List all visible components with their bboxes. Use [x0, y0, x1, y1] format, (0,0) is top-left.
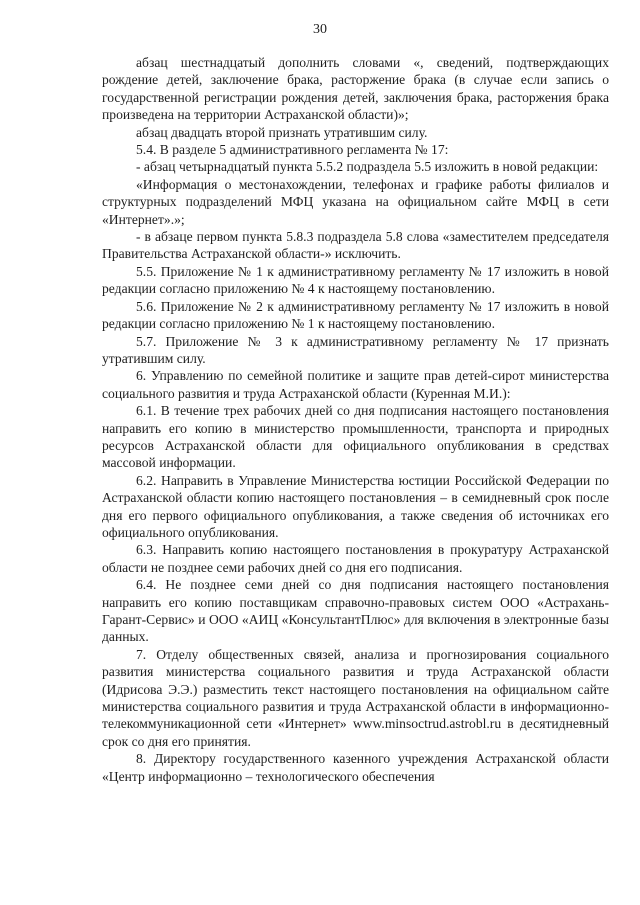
paragraph: 5.7. Приложение № 3 к административному регламенту № 17 признать утратившим силу.: [102, 333, 609, 366]
page-number: 30: [313, 22, 327, 37]
paragraph: 6.1. В течение трех рабочих дней со дня подписания настоящего постановления направить его копию в министерство промышленности, транспорта и природных ресурсов Астраханской области для официального опубликования в средствах массовой информации.: [102, 403, 609, 471]
paragraph: 6. Управлению по семейной политике и защите прав детей-сирот министерства социального развития и труда Астраханской области (Куренная М.И.):: [102, 368, 609, 401]
paragraph: 7. Отделу общественных связей, анализа и прогнозирования социального развития министерства социального развития и труда Астраханской области (Идрисова Э.Э.) разместить текст настоящего постановления на официальном сайте министерства социального развития и труда Астраханской области в информационно-телекоммуникационной сети «Интернет» www.minsoctrud.astrobl.ru в десятидневный срок со дня его принятия.: [102, 646, 609, 749]
paragraph: абзац двадцать второй признать утратившим силу.: [136, 124, 428, 140]
paragraph: абзац шестнадцатый дополнить словами «, сведений, подтверждающих рождение детей, заключение брака, расторжение брака (в случае если запись о государственной регистрации рождения детей, заключения брака, расторжения брака произведена на территории Астраханской области)»;: [102, 55, 609, 123]
paragraph: 6.2. Направить в Управление Министерства юстиции Российской Федерации по Астраханской области копию настоящего постановления – в семидневный срок после дня его первого официального опубликования, а также сведения об источниках его официального опубликования.: [102, 472, 609, 540]
paragraph: 5.4. В разделе 5 административного регламента № 17:: [136, 142, 449, 158]
paragraph: 5.5. Приложение № 1 к административному регламенту № 17 изложить в новой редакции согласно приложению № 4 к настоящему постановлению.: [102, 263, 609, 297]
paragraph: - в абзаце первом пункта 5.8.3 подраздела 5.8 слова «заместителем председателя Правительства Астраханской области-» исключить.: [102, 229, 609, 262]
paragraph: «Информация о местонахождении, телефонах и графике работы филиалов и структурных подразделений МФЦ указана на официальном сайте МФЦ в сети «Интернет».»;: [102, 176, 609, 227]
paragraph: 6.3. Направить копию настоящего постановления в прокуратуру Астраханской области не позднее семи рабочих дней со дня его подписания.: [102, 542, 609, 575]
paragraph: 5.6. Приложение № 2 к административному регламенту № 17 изложить в новой редакции согласно приложению № 1 к настоящему постановлению.: [102, 298, 609, 332]
paragraph: - абзац четырнадцатый пункта 5.5.2 подраздела 5.5 изложить в новой редакции:: [136, 159, 599, 175]
document-body: [102, 54, 609, 785]
paragraph: 8. Директору государственного казенного учреждения Астраханской области «Центр информационно – технологического обеспечения: [102, 751, 609, 784]
paragraph: 6.4. Не позднее семи дней со дня подписания настоящего постановления направить его копию поставщикам справочно-правовых систем ООО «Астрахань-Гарант-Сервис» и ООО «АИЦ «КонсультантПлюс» для включения в электронные базы данных.: [102, 577, 609, 645]
